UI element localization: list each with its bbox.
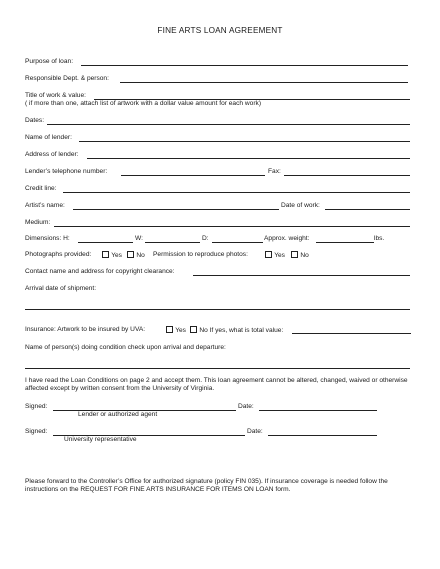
university-date-field[interactable]: [268, 435, 377, 436]
lender-signed-label: Signed:: [25, 403, 48, 410]
approx-weight-label: Approx. weight:: [264, 235, 310, 242]
depth-field[interactable]: [212, 242, 263, 243]
fax-label: Fax:: [268, 168, 281, 175]
university-date-label: Date:: [247, 428, 263, 435]
university-rep-caption: University representative: [64, 436, 137, 443]
insurance-yes-checkbox[interactable]: [166, 326, 173, 333]
permission-no-label: No: [300, 252, 309, 259]
lender-address-label: Address of lender:: [25, 151, 79, 158]
permission-no-checkbox[interactable]: [291, 251, 298, 258]
lender-name-field[interactable]: [79, 141, 410, 142]
permission-yes-checkbox[interactable]: [265, 251, 272, 258]
date-of-work-label: Date of work:: [281, 202, 320, 209]
insurance-yes-option[interactable]: [166, 326, 186, 335]
university-signed-label: Signed:: [25, 428, 48, 435]
permission-label: Permission to reproduce photos:: [153, 251, 248, 258]
photos-no-option[interactable]: [127, 251, 145, 260]
photos-provided-label: Photographs provided:: [25, 251, 92, 258]
condition-check-field[interactable]: [25, 368, 410, 369]
arrival-date-label: Arrival date of shipment:: [25, 285, 97, 292]
permission-no-option[interactable]: [291, 251, 309, 260]
date-of-work-field[interactable]: [325, 209, 410, 210]
photos-yes-label: Yes: [111, 252, 122, 259]
photos-no-label: No: [136, 252, 145, 259]
depth-label: D:: [202, 235, 209, 242]
insurance-yes-label: Yes: [175, 327, 186, 334]
lender-date-field[interactable]: [259, 410, 377, 411]
artist-label: Artist’s name:: [25, 202, 65, 209]
dept-field[interactable]: [120, 82, 408, 83]
credit-line-field[interactable]: [63, 192, 410, 193]
lender-phone-label: Lender’s telephone number:: [25, 168, 108, 175]
insurance-no-option[interactable]: [190, 326, 283, 335]
height-field[interactable]: [78, 242, 133, 243]
page-title: FINE ARTS LOAN AGREEMENT: [157, 26, 283, 35]
medium-field[interactable]: [54, 226, 410, 227]
artist-field[interactable]: [73, 209, 279, 210]
permission-yes-label: Yes: [274, 252, 285, 259]
insurance-value-field[interactable]: [292, 333, 411, 334]
dimensions-label: Dimensions: H:: [25, 235, 70, 242]
dates-label: Dates:: [25, 117, 45, 124]
dept-label: Responsible Dept. & person:: [25, 75, 109, 82]
width-field[interactable]: [145, 242, 200, 243]
work-value-label: Title of work & value:: [25, 92, 86, 99]
work-value-note: ( if more than one, attach list of artwork with a dollar value amount for each work): [25, 100, 262, 107]
footer-instructions: Please forward to the Controller’s Office for authorized signature (policy FIN 035). If insurance coverage is needed follow the instructions on the REQUEST FOR FINE ARTS INSURANCE FOR ITEMS ON LOAN form.: [25, 478, 388, 494]
medium-label: Medium:: [25, 219, 51, 226]
agreement-text: I have read the Loan Conditions on page 2 and accept them. This loan agreement cannot be altered, changed, waived or otherwise affected except by written consent from the University of Virginia.: [25, 377, 408, 393]
photos-no-checkbox[interactable]: [127, 251, 134, 258]
insurance-no-checkbox[interactable]: [190, 326, 197, 333]
lender-phone-field[interactable]: [121, 175, 265, 176]
credit-line-label: Credit line:: [25, 185, 57, 192]
dates-field[interactable]: [47, 124, 410, 125]
fax-field[interactable]: [284, 175, 410, 176]
weight-field[interactable]: [316, 242, 374, 243]
copyright-contact-label: Contact name and address for copyright clearance:: [25, 268, 175, 275]
copyright-contact-field[interactable]: [193, 275, 410, 276]
purpose-label: Purpose of loan:: [25, 58, 74, 65]
permission-yes-option[interactable]: [265, 251, 285, 260]
insurance-no-label: No If yes, what is total value:: [199, 327, 284, 334]
lender-agent-caption: Lender or authorized agent: [78, 411, 158, 418]
lender-date-label: Date:: [238, 403, 254, 410]
condition-check-label: Name of person(s) doing condition check upon arrival and departure:: [25, 344, 226, 351]
arrival-date-field[interactable]: [25, 309, 410, 310]
lbs-label: lbs.: [374, 235, 385, 242]
photos-yes-checkbox[interactable]: [102, 251, 109, 258]
purpose-field[interactable]: [81, 65, 408, 66]
width-label: W:: [135, 235, 143, 242]
lender-address-field[interactable]: [87, 158, 410, 159]
insurance-label: Insurance: Artwork to be insured by UVA:: [25, 326, 146, 333]
photos-yes-option[interactable]: [102, 251, 122, 260]
lender-name-label: Name of lender:: [25, 134, 72, 141]
